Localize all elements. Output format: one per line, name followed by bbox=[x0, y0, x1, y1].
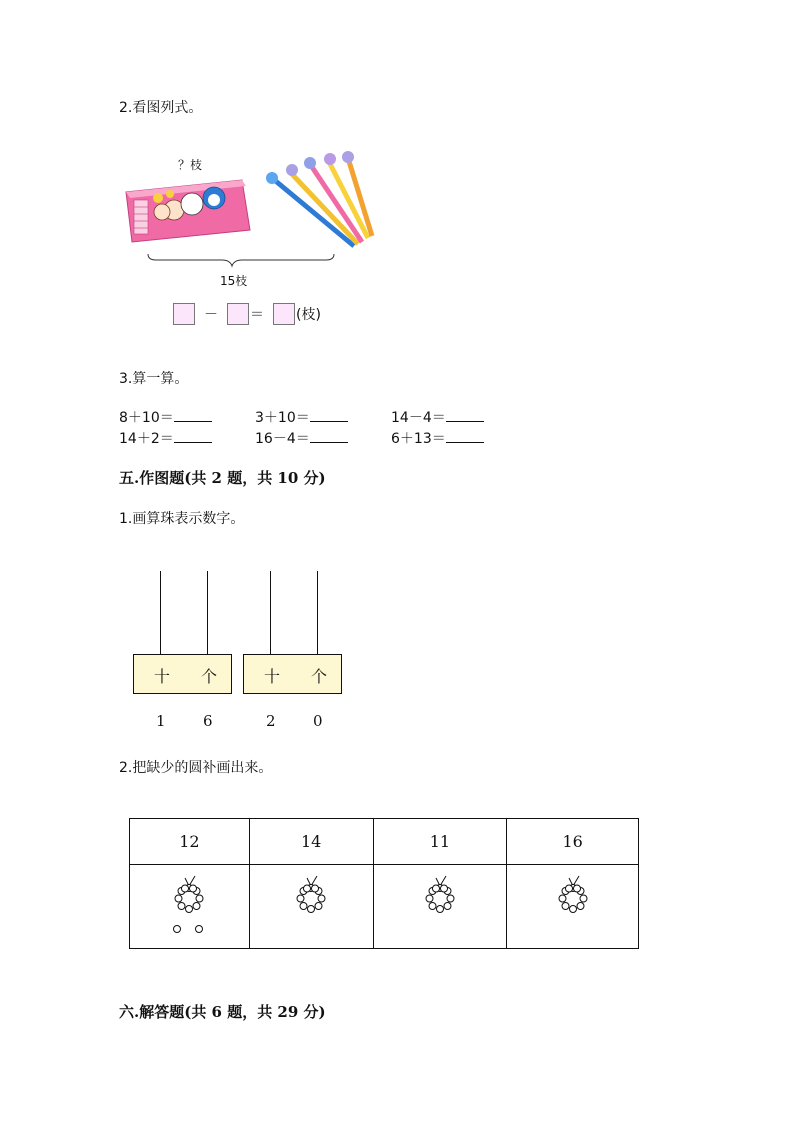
table-header-cell: 11 bbox=[373, 819, 507, 865]
answer-blank[interactable] bbox=[174, 430, 212, 443]
answer-blank[interactable] bbox=[446, 430, 484, 443]
pencil-case-icon bbox=[126, 180, 250, 242]
bead-ring-icon bbox=[543, 874, 603, 944]
table-header-cell: 14 bbox=[249, 819, 373, 865]
bead-ring-icon bbox=[159, 874, 219, 944]
question-3-title: 3.算一算。 bbox=[119, 371, 189, 387]
ones-label: 个 bbox=[201, 667, 218, 686]
section-6-title: 六.解答题(共 6 题，共 29 分) bbox=[119, 1003, 326, 1021]
brace-icon bbox=[148, 254, 334, 266]
calc-expression: 14－4＝ bbox=[391, 410, 446, 426]
answer-blank[interactable] bbox=[446, 409, 484, 422]
calc-1-1 bbox=[119, 407, 212, 427]
table-header-row bbox=[130, 819, 639, 865]
abacus-1-base bbox=[133, 654, 232, 694]
s5-question-1-title: 1.画算珠表示数字。 bbox=[119, 511, 245, 527]
equals-sign: ＝ bbox=[250, 307, 264, 323]
bead-ring-icon bbox=[281, 874, 341, 944]
total-count-label: 15枝 bbox=[220, 274, 248, 288]
minus-sign: － bbox=[204, 307, 218, 323]
calc-expression: 16－4＝ bbox=[255, 431, 310, 447]
table-header-cell: 12 bbox=[130, 819, 250, 865]
abacus-2-base bbox=[243, 654, 342, 694]
circle-cell-3[interactable] bbox=[373, 865, 507, 949]
bead-ring-icon bbox=[410, 874, 470, 944]
calc-1-3 bbox=[391, 407, 484, 427]
circle-cell-4[interactable] bbox=[507, 865, 639, 949]
calc-expression: 3＋10＝ bbox=[255, 410, 310, 426]
unknown-count-label: ？枝 bbox=[178, 158, 203, 172]
section-5-title: 五.作图题(共 2 题，共 10 分) bbox=[119, 469, 326, 487]
calc-1-2 bbox=[255, 407, 348, 427]
table-header-cell: 16 bbox=[507, 819, 639, 865]
abacus-2-ones-digit: 0 bbox=[313, 712, 323, 730]
abacus-2-tens-rod[interactable] bbox=[270, 571, 271, 654]
calc-expression: 6＋13＝ bbox=[391, 431, 446, 447]
ones-label: 个 bbox=[311, 667, 328, 686]
tens-label: 十 bbox=[154, 667, 171, 686]
answer-box-1[interactable] bbox=[173, 303, 195, 325]
circle-cell-2[interactable] bbox=[249, 865, 373, 949]
calc-expression: 14＋2＝ bbox=[119, 431, 174, 447]
answer-blank[interactable] bbox=[174, 409, 212, 422]
calc-2-2 bbox=[255, 428, 348, 448]
abacus-1-tens-rod[interactable] bbox=[160, 571, 161, 654]
circle-cell-1[interactable] bbox=[130, 865, 250, 949]
circles-table bbox=[129, 818, 639, 949]
answer-box-3[interactable] bbox=[273, 303, 295, 325]
s5-question-2-title: 2.把缺少的圆补画出来。 bbox=[119, 760, 273, 776]
pencil-case-illustration bbox=[122, 150, 382, 280]
question-2-title: 2.看图列式。 bbox=[119, 100, 203, 116]
table-body-row bbox=[130, 865, 639, 949]
answer-box-2[interactable] bbox=[227, 303, 249, 325]
abacus-2-ones-rod[interactable] bbox=[317, 571, 318, 654]
tens-label: 十 bbox=[264, 667, 281, 686]
calc-expression: 8＋10＝ bbox=[119, 410, 174, 426]
abacus-1-ones-digit: 6 bbox=[203, 712, 213, 730]
abacus-2-tens-digit: 2 bbox=[266, 712, 276, 730]
answer-blank[interactable] bbox=[310, 430, 348, 443]
abacus-1-ones-rod[interactable] bbox=[207, 571, 208, 654]
unit-label: (枝) bbox=[296, 307, 321, 323]
calc-2-1 bbox=[119, 428, 212, 448]
answer-blank[interactable] bbox=[310, 409, 348, 422]
pencils-icon bbox=[266, 151, 372, 246]
calc-2-3 bbox=[391, 428, 484, 448]
abacus-1-tens-digit: 1 bbox=[156, 712, 166, 730]
